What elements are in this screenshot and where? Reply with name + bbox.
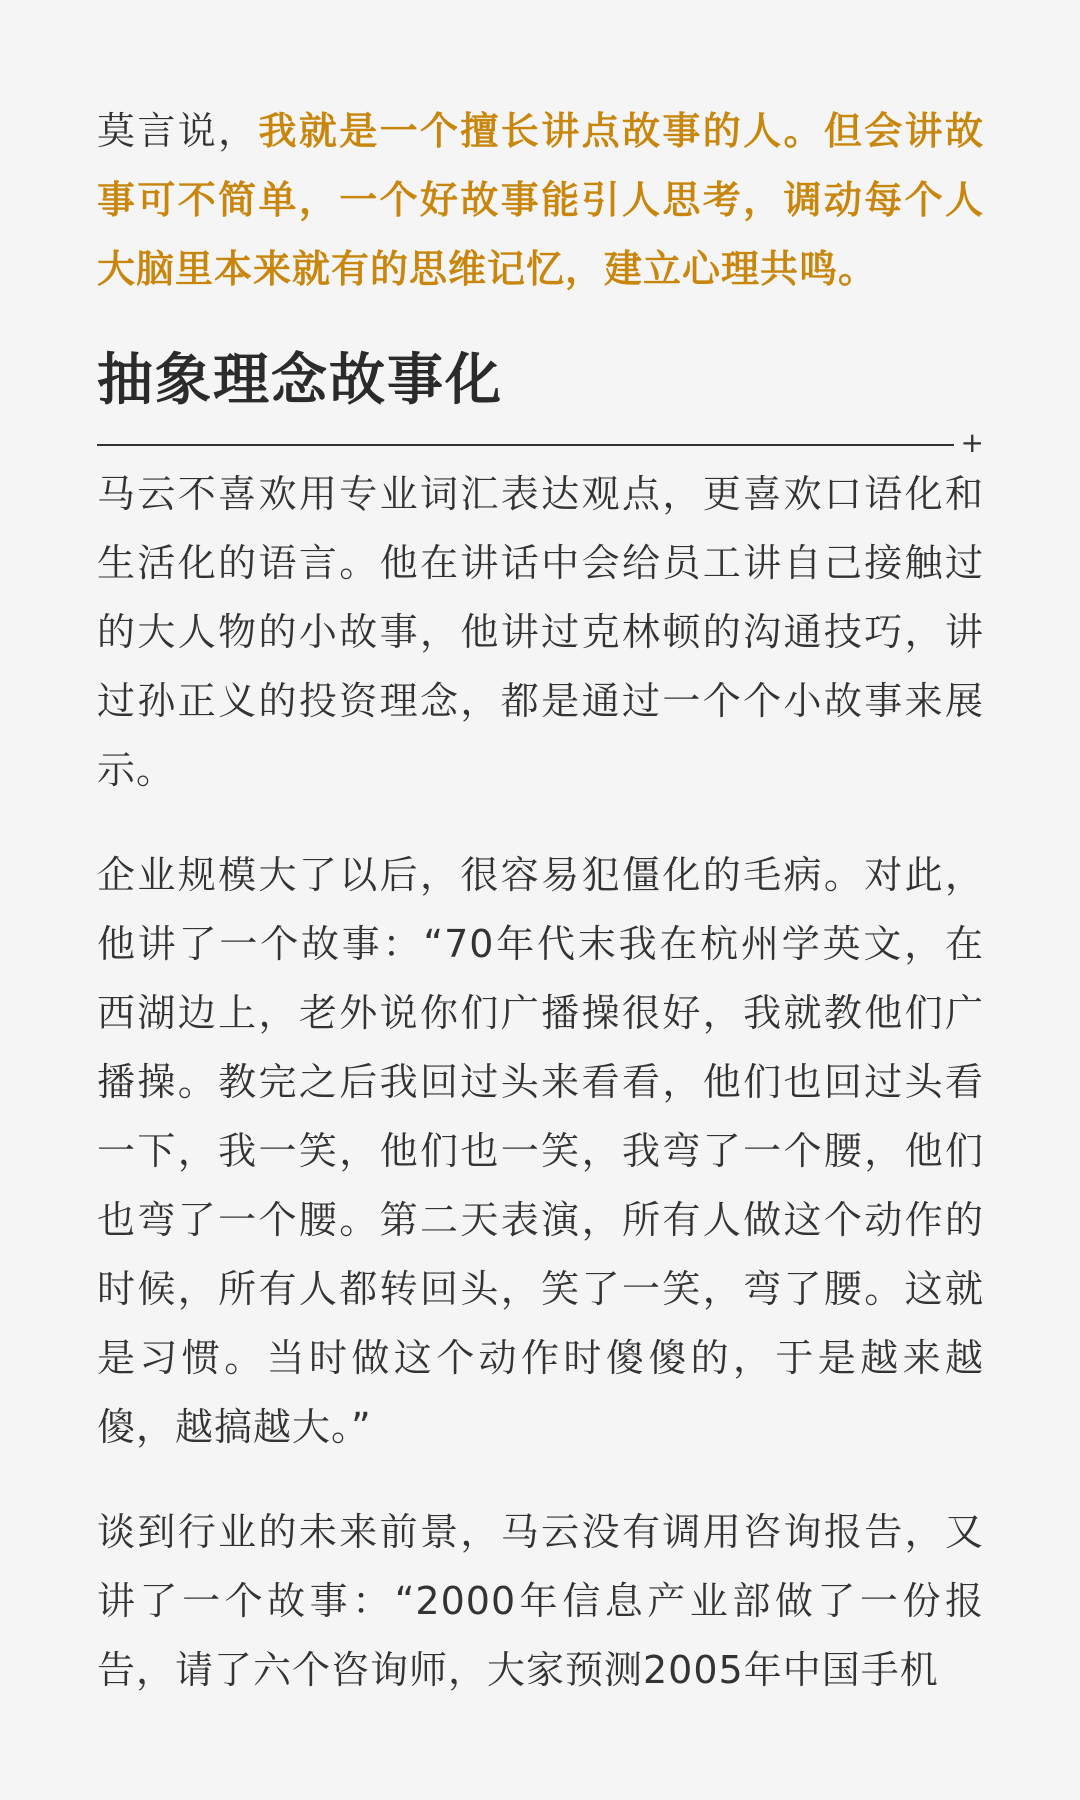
divider-line (97, 444, 954, 446)
plus-icon: + (960, 426, 984, 459)
paragraph-gap (97, 1462, 984, 1498)
intro-lead: 莫言说， (97, 109, 259, 153)
section-title: 抽象理念故事化 (97, 348, 503, 413)
body-paragraph-2: 企业规模大了以后，很容易犯僵化的毛病。对此，他讲了一个故事：“70年代末我在杭州学英文，在西湖边上，老外说你们广播操很好，我就教他们广播操。教完之后我回过头来看看，他们也回过头看一下，我一笑，他们也一笑，我弯了一个腰，他们也弯了一个腰。第二天表演，所有人做这个动作的时候，所有人都转回头，笑了一笑，弯了腰。这就是习惯。当时做这个动作时傻傻的，于是越来越傻，越搞越大。” (97, 853, 984, 1449)
body-paragraph-1: 马云不喜欢用专业词汇表达观点，更喜欢口语化和生活化的语言。他在讲话中会给员工讲自己接触过的大人物的小故事，他讲过克林顿的沟通技巧，讲过孙正义的投资理念，都是通过一个个小故事来展示。 (97, 472, 984, 792)
paragraph-gap (97, 805, 984, 841)
intro-paragraph (97, 97, 984, 304)
body-paragraph-3: 谈到行业的未来前景，马云没有调用咨询报告，又讲了一个故事：“2000年信息产业部做了一份报告，请了六个咨询师，大家预测2005年中国手机 (97, 1510, 984, 1692)
section-divider (97, 426, 984, 460)
intro-highlight: 我就是一个擅长讲点故事的人。但会讲故事可不简单，一个好故事能引人思考，调动每个人大脑里本来就有的思维记忆，建立心理共鸣。 (97, 109, 984, 291)
